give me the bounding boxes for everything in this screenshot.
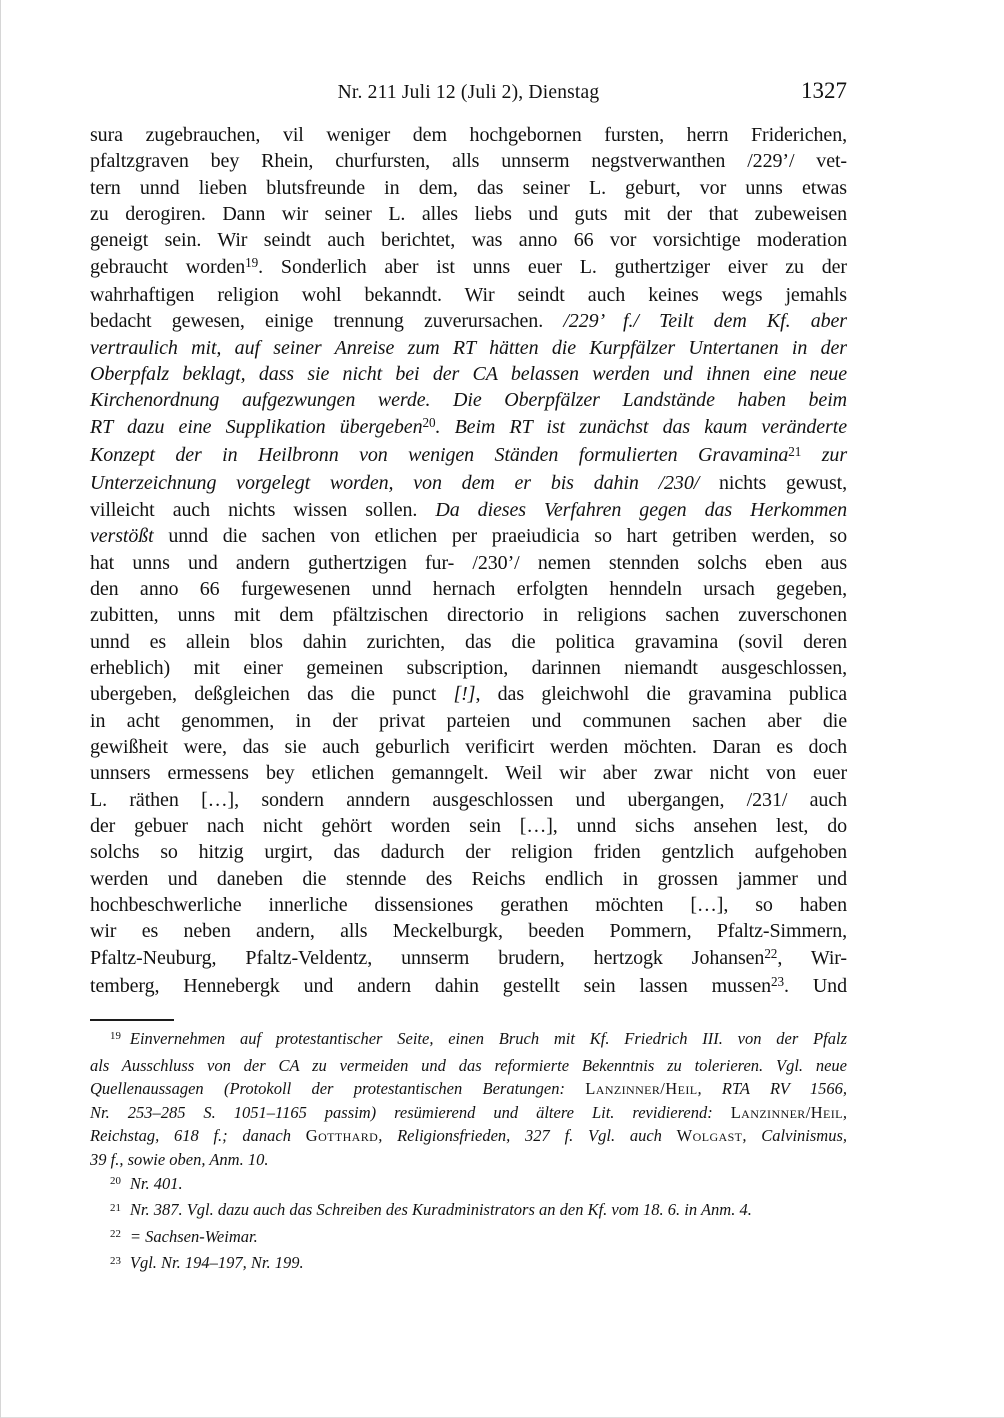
footnote-number: 21: [110, 1201, 121, 1214]
text-line: [90, 655, 847, 681]
text-segment: bedacht gewesen, einige trennung zuverursachen.: [90, 310, 564, 333]
text-segment: Oberpfalz beklagt, dass sie nicht bei der CA belassen werden und ihnen eine neue: [90, 363, 847, 386]
footnote-ref: 23: [771, 974, 785, 990]
text-segment: , das gleichwohl die gravamina publica: [475, 683, 847, 706]
text-line: [90, 470, 847, 496]
text-segment: der gebuer nach nicht gehört worden sein […], unnd sichs ansehen lest, do: [90, 814, 847, 837]
text-segment: villeicht auch nichts wissen sollen.: [90, 498, 436, 521]
text-segment: wahrhaftigen religion wohl bekanndt. Wir seindt auch keines wegs jemahls: [90, 284, 847, 307]
text-segment: Reichstag, 618 f.; danach: [90, 1126, 306, 1146]
text-segment: . Beim RT ist zunächst das kaum veränderte: [435, 415, 847, 438]
text-line: [90, 734, 847, 760]
text-line: [90, 497, 847, 523]
footnote-ref: 22: [764, 946, 778, 962]
text-segment: Pfaltz-Neuburg, Pfaltz-Veldentz, unnserm brudern, hertzogk Johansen: [90, 946, 765, 969]
text-segment: Lanzinner/Heil: [730, 1102, 843, 1122]
text-segment: nichts gewust,: [719, 472, 847, 495]
text-segment: unnd die sachen von etlichen per praeiudicia so hart getriben werden, so: [168, 525, 847, 548]
text-segment: ,: [842, 1102, 847, 1122]
footnote-number: 23: [110, 1254, 121, 1267]
text-line: [90, 254, 847, 282]
text-segment: pfaltzgraven bey Rhein, churfursten, alls unnserm negstverwanthen /229’/ vet-: [90, 150, 847, 173]
text-line: [90, 550, 847, 576]
text-segment: temberg, Hennebergk und andern dahin gestellt sein lassen mussen: [90, 975, 772, 997]
text-segment: Nr. 401.: [129, 1173, 183, 1193]
text-segment: Nr. 253–285 S. 1051–1165 passim) resümierend und ältere Lit. revidierend:: [90, 1102, 731, 1122]
text-line: [90, 918, 847, 944]
text-segment: zu derogiren. Dann wir seiner L. alles liebs und guts mit der that zubeweisen: [90, 203, 847, 226]
text-segment: geneigt sein. Wir seindt auch berichtet, was anno 66 vor vorsichtige moderation: [90, 229, 847, 252]
text-segment: Da dieses Verfahren gegen das Herkommen: [435, 498, 847, 521]
footnote-number: 22: [110, 1228, 121, 1241]
text-line: [90, 308, 847, 334]
footnote-ref: 19: [245, 255, 259, 271]
footnote-line: [90, 1198, 847, 1225]
text-line: [90, 576, 847, 602]
text-segment: Vgl. Nr. 194–197, Nr. 199.: [129, 1253, 304, 1273]
text-segment: , Calvinismus,: [742, 1126, 847, 1146]
text-line: [90, 973, 847, 1001]
text-segment: Lanzinner/Heil: [585, 1079, 698, 1099]
text-segment: zur: [801, 444, 847, 467]
footnote-line: [90, 1124, 847, 1148]
page-header: [90, 80, 847, 108]
text-segment: tern unnd lieben blutsfreunde in dem, das seiner L. geburt, vor unns etwas: [90, 176, 847, 199]
text-segment: Kirchenordnung aufgezwungen werde. Die Oberpfälzer Landstände haben beim: [90, 389, 847, 412]
text-segment: Gotthard: [305, 1126, 379, 1146]
text-line: [90, 335, 847, 361]
text-segment: solchs so hitzig urgirt, das dadurch der religion friden gentzlich aufgehoben: [90, 841, 847, 864]
text-segment: vertraulich mit, auf seiner Anreise zum RT hätten die Kurpfälzer Untertanen in der: [90, 336, 847, 359]
text-segment: gewißheit were, das sie auch geburlich verificirt werden möchten. Daran es doch: [90, 735, 847, 758]
text-line: [90, 760, 847, 786]
text-segment: in acht genommen, in der privat parteien und communen sachen aber die: [90, 709, 847, 732]
text-segment: den anno 66 furgewesenen unnd hernach erfolgten henndeln ursach gegeben,: [90, 577, 847, 600]
text-line: [90, 708, 847, 734]
text-line: [90, 201, 847, 227]
text-line: [90, 442, 847, 470]
text-segment: , RTA RV 1566,: [697, 1079, 847, 1099]
footnote-number: 19: [110, 1030, 121, 1043]
text-segment: Quellenaussagen (Protokoll der protestantischen Beratungen:: [90, 1079, 586, 1099]
text-segment: [!]: [453, 683, 476, 706]
text-segment: erheblich) mit einer gemeinen subscription, darinnen niemandt ausgeschlossen,: [90, 656, 847, 679]
text-line: [90, 787, 847, 813]
text-segment: , Religionsfrieden, 327 f. Vgl. auch: [378, 1126, 677, 1146]
footnote-separator: [90, 1019, 174, 1021]
text-segment: wir es neben andern, alls Meckelburgk, beeden Pommern, Pfaltz-Simmern,: [90, 920, 847, 943]
text-segment: unnsers ermessens bey etlichen gemanngelt. Weil wir aber zwar nicht von euer: [90, 762, 847, 785]
text-segment: . Und: [784, 975, 847, 997]
running-title: Nr. 211 Juli 12 (Juli 2), Dienstag: [337, 82, 600, 103]
text-line: [90, 282, 847, 308]
text-segment: hochbeschwerliche innerliche dissensiones gerathen möchten […], so haben: [90, 893, 847, 916]
footnote-line: [90, 1101, 847, 1125]
text-segment: Einvernehmen auf protestantischer Seite, einen Bruch mit Kf. Friedrich III. von der Pfalz: [129, 1029, 847, 1048]
text-segment: = Sachsen-Weimar.: [129, 1226, 258, 1246]
text-segment: verstößt: [90, 525, 169, 548]
text-line: [90, 681, 847, 707]
text-segment: sura zugebrauchen, vil weniger dem hochgebornen fursten, herrn Friderichen,: [90, 124, 847, 146]
text-line: [90, 866, 847, 892]
text-line: [90, 122, 847, 148]
text-segment: zubitten, unns mit dem pfältzischen directorio in religions sachen zuverschonen: [90, 604, 847, 627]
main-text: [90, 122, 847, 1001]
text-line: [90, 175, 847, 201]
text-segment: als Ausschluss von der CA zu vermeiden und das reformierte Bekenntnis zu tolerieren. Vgl. neue: [90, 1055, 847, 1075]
text-line: [90, 148, 847, 174]
page-number: 1327: [801, 78, 847, 103]
footnote-line: [90, 1054, 847, 1078]
text-line: [90, 602, 847, 628]
text-segment: Unterzeichnung vorgelegt worden, von dem er bis dahin /230/: [90, 472, 720, 495]
footnote-line: [90, 1251, 847, 1278]
footnote-ref: 21: [788, 443, 802, 459]
text-segment: werden und daneben die stennde des Reichs endlich in grossen jammer und: [90, 867, 847, 890]
text-line: [90, 523, 847, 549]
text-line: [90, 629, 847, 655]
footnote-number: 20: [110, 1175, 121, 1187]
text-segment: ubergeben, deßgleichen das die punct: [90, 683, 454, 706]
footnote-line: [90, 1077, 847, 1101]
footnote-line: [90, 1225, 847, 1252]
footnote-line: [90, 1148, 847, 1172]
text-line: [90, 361, 847, 387]
text-line: [90, 813, 847, 839]
text-segment: . Sonderlich aber ist unns euer L. guthertziger eiver zu der: [258, 255, 847, 278]
footnote-line: [90, 1172, 847, 1199]
text-line: [90, 227, 847, 253]
text-line: [90, 839, 847, 865]
text-line: [90, 945, 847, 973]
footnotes-block: [90, 1027, 847, 1278]
footnote-ref: 20: [422, 415, 436, 431]
text-line: [90, 414, 847, 442]
text-line: [90, 892, 847, 918]
text-segment: L. räthen […], sondern anndern ausgeschlossen und ubergangen, /231/ auch: [90, 788, 847, 811]
text-segment: Nr. 387. Vgl. dazu auch das Schreiben des Kuradministrators an den Kf. vom 18. 6. in Anm. 4.: [129, 1200, 752, 1220]
text-segment: 39 f., sowie oben, Anm. 10.: [90, 1149, 269, 1169]
footnote-line: [90, 1027, 847, 1054]
text-line: [90, 387, 847, 413]
text-segment: RT dazu eine Supplikation übergeben: [90, 415, 423, 438]
text-segment: Konzept der in Heilbronn von wenigen Ständen formulierten Gravamina: [90, 444, 789, 467]
text-segment: , Wir-: [777, 946, 847, 969]
text-segment: gebraucht worden: [90, 255, 246, 278]
text-segment: hat unns und andern guthertzigen fur- /230’/ nemen stennden solchs eben aus: [90, 551, 847, 574]
text-segment: unnd es allein blos dahin zurichten, das die politica gravamina (sovil deren: [90, 630, 847, 653]
text-segment: /229’ f./ Teilt dem Kf. aber: [563, 310, 847, 333]
text-segment: Wolgast: [676, 1126, 743, 1146]
